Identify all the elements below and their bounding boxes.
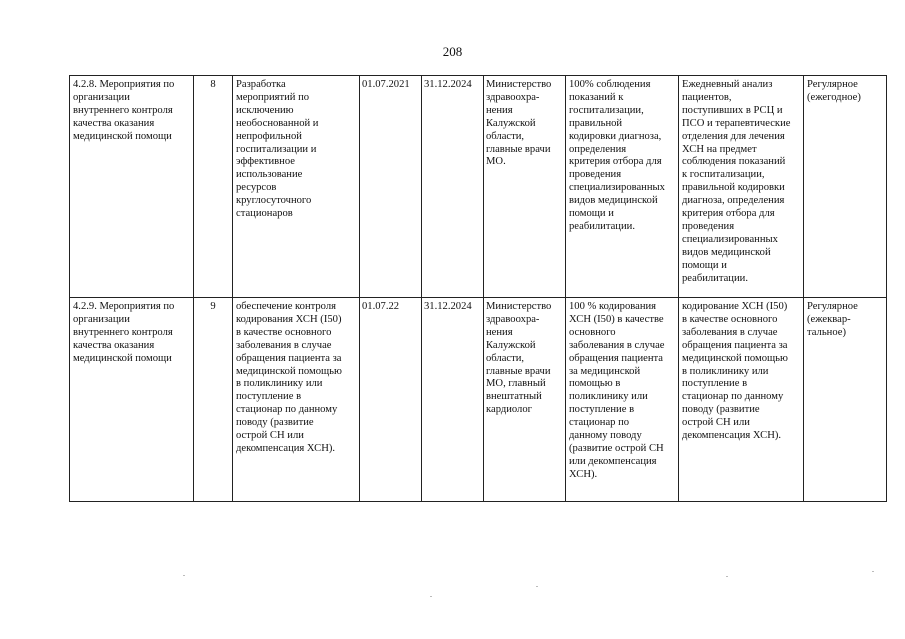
cell-text-line: заболевания в случае (236, 339, 332, 351)
cell-text-line: внештатный (486, 391, 542, 403)
cell-text-line: области, (486, 130, 525, 142)
cell-text-line: эффективное (236, 156, 295, 168)
cell-text-line: Разработка (236, 79, 286, 90)
cell-text-line: организации (73, 313, 130, 325)
cell-text-line: критерия отбора для (569, 156, 662, 168)
cell-text-line: 100 % кодирования (569, 301, 657, 312)
cell-text-line: пациентов, (682, 91, 732, 103)
cell-text-line: декомпенсация ХСН). (682, 430, 782, 442)
cell-text-line: поступивших в РСЦ и (682, 104, 783, 116)
cell-text-line: помощи и (569, 208, 614, 220)
cell-text-line: поступление в (682, 378, 748, 390)
cell-text-line: видов медицинской (682, 246, 771, 258)
cell-text-line: ХСН). (569, 468, 598, 480)
cell-text-line: нения (486, 326, 513, 338)
cell-text-line: реабилитации. (682, 272, 748, 284)
scan-speck (726, 576, 728, 577)
cell-text-line: критерия отбора для (682, 208, 775, 220)
cell-text-line: Регулярное (807, 301, 858, 312)
cell-text-line: внутреннего контроля (73, 326, 173, 338)
cell-text-line: качества оказания (73, 339, 155, 351)
cell-text-line: 4.2.8. Мероприятия по (73, 79, 175, 90)
cell-text-line: в поликлинику или (682, 365, 769, 377)
cell-text-line: главные врачи (486, 143, 551, 155)
cell-text-line: нения (486, 104, 513, 116)
cell-text-line: реабилитации. (569, 220, 635, 232)
cell-text-line: острой СН или (236, 430, 304, 442)
cell-text-line: здравоохра- (486, 91, 540, 103)
cell-text-line: видов медицинской (569, 195, 658, 207)
cell-text-line: правильной кодировки (682, 182, 785, 194)
cell-text-line: кардиолог (486, 404, 532, 416)
cell-text-line: ХСН на предмет (682, 143, 757, 155)
cell-responsible (484, 298, 566, 502)
cell-start-date: 01.07.22 (360, 298, 422, 502)
cell-number: 9 (194, 298, 233, 502)
cell-text-line: к госпитализации, (682, 169, 765, 181)
cell-text-line: Калужской (486, 339, 536, 351)
cell-text-line: обеспечение контроля (236, 301, 336, 312)
cell-text-line: в качестве основного (236, 326, 332, 338)
cell-text-line: проведения (569, 169, 622, 181)
cell-text-line: внутреннего контроля (73, 104, 173, 116)
cell-result (679, 298, 804, 502)
cell-periodicity (804, 298, 887, 502)
cell-code (70, 76, 194, 298)
cell-text-line: ресурсов (236, 182, 277, 194)
scan-speck (183, 575, 185, 576)
cell-number: 8 (194, 76, 233, 298)
scan-speck (536, 586, 538, 587)
cell-measure (233, 76, 360, 298)
cell-text-line: Министерство (486, 79, 552, 90)
cell-text-line: поводу (развитие (682, 404, 760, 416)
measures-table (69, 75, 887, 502)
cell-text-line: помощью в (569, 378, 621, 390)
cell-text-line: данному поводу (569, 430, 642, 442)
cell-text-line: медицинской помощью (682, 352, 788, 364)
cell-text-line: кодирования ХСН (I50) (236, 313, 342, 325)
cell-text-line: специализированных (682, 233, 778, 245)
cell-text-line: диагноза, определения (682, 195, 785, 207)
cell-measure (233, 298, 360, 502)
cell-text-line: госпитализации и (236, 143, 317, 155)
cell-end-date: 31.12.2024 (422, 298, 484, 502)
cell-text-line: 4.2.9. Мероприятия по (73, 301, 175, 312)
cell-text-line: Министерство (486, 301, 552, 312)
cell-text-line: ХСН (I50) в качестве (569, 313, 664, 325)
cell-responsible (484, 76, 566, 298)
cell-text-line: поступление в (236, 391, 302, 403)
cell-text-line: госпитализации, (569, 104, 644, 116)
cell-text-line: кодирование ХСН (I50) (682, 301, 788, 312)
cell-text-line: необоснованной и (236, 117, 319, 129)
cell-text-line: поводу (развитие (236, 417, 314, 429)
cell-text-line: заболевания в случае (569, 339, 665, 351)
cell-text-line: (ежеквар- (807, 313, 851, 325)
cell-start-date: 01.07.2021 (360, 76, 422, 298)
cell-text-line: медицинской помощью (236, 365, 342, 377)
page-number: 208 (442, 44, 463, 59)
cell-periodicity (804, 76, 887, 298)
cell-text-line: ПСО и терапевтические (682, 117, 791, 129)
cell-text-line: 100% соблюдения (569, 79, 651, 90)
cell-text-line: мероприятий по (236, 91, 310, 103)
cell-text-line: заболевания в случае (682, 326, 778, 338)
cell-indicator (566, 298, 679, 502)
cell-text-line: качества оказания (73, 117, 155, 129)
cell-text-line: тальное) (807, 326, 846, 338)
cell-code (70, 298, 194, 502)
cell-text-line: Ежедневный анализ (682, 79, 773, 90)
cell-result (679, 76, 804, 298)
cell-text-line: медицинской помощи (73, 130, 172, 142)
cell-text-line: медицинской помощи (73, 352, 172, 364)
cell-text-line: в поликлинику или (236, 378, 323, 390)
cell-text-line: непрофильной (236, 130, 302, 142)
cell-text-line: области, (486, 352, 525, 364)
cell-text-line: декомпенсация ХСН). (236, 442, 336, 454)
cell-text-line: проведения (682, 220, 735, 232)
cell-text-line: Калужской (486, 117, 536, 129)
cell-text-line: основного (569, 326, 616, 338)
cell-text-line: МО, главный (486, 378, 546, 390)
cell-text-line: обращения пациента за (236, 352, 342, 364)
cell-text-line: Регулярное (807, 79, 858, 90)
cell-text-line: главные врачи (486, 365, 551, 377)
cell-text-line: соблюдения показаний (682, 156, 786, 168)
cell-text-line: использование (236, 169, 303, 181)
cell-text-line: или декомпенсация (569, 455, 657, 467)
cell-text-line: стационар по данному (236, 404, 338, 416)
cell-text-line: в качестве основного (682, 313, 778, 325)
cell-text-line: стационар по (569, 417, 630, 429)
cell-text-line: организации (73, 91, 130, 103)
cell-text-line: острой СН или (682, 417, 750, 429)
cell-text-line: определения (569, 143, 627, 155)
cell-text-line: поступление в (569, 404, 635, 416)
cell-text-line: круглосуточного (236, 195, 312, 207)
cell-text-line: обращения пациента за (682, 339, 788, 351)
table-row (70, 76, 887, 298)
cell-text-line: (ежегодное) (807, 91, 861, 103)
cell-text-line: исключению (236, 104, 294, 116)
table-body (70, 76, 887, 502)
cell-text-line: отделения для лечения (682, 130, 785, 142)
table-row (70, 298, 887, 502)
cell-text-line: за медицинской (569, 365, 641, 377)
cell-indicator (566, 76, 679, 298)
cell-text-line: поликлинику или (569, 391, 648, 403)
cell-text-line: помощи и (682, 259, 727, 271)
cell-text-line: правильной (569, 117, 623, 129)
scan-speck (430, 596, 432, 597)
scan-speck (872, 571, 874, 572)
cell-text-line: специализированных (569, 182, 665, 194)
cell-text-line: обращения пациента (569, 352, 663, 364)
cell-end-date: 31.12.2024 (422, 76, 484, 298)
cell-text-line: МО. (486, 156, 506, 168)
cell-text-line: стационар по данному (682, 391, 784, 403)
cell-text-line: (развитие острой СН (569, 442, 664, 454)
cell-text-line: стационаров (236, 208, 293, 220)
cell-text-line: показаний к (569, 91, 624, 103)
cell-text-line: кодировки диагноза, (569, 130, 662, 142)
cell-text-line: здравоохра- (486, 313, 540, 325)
